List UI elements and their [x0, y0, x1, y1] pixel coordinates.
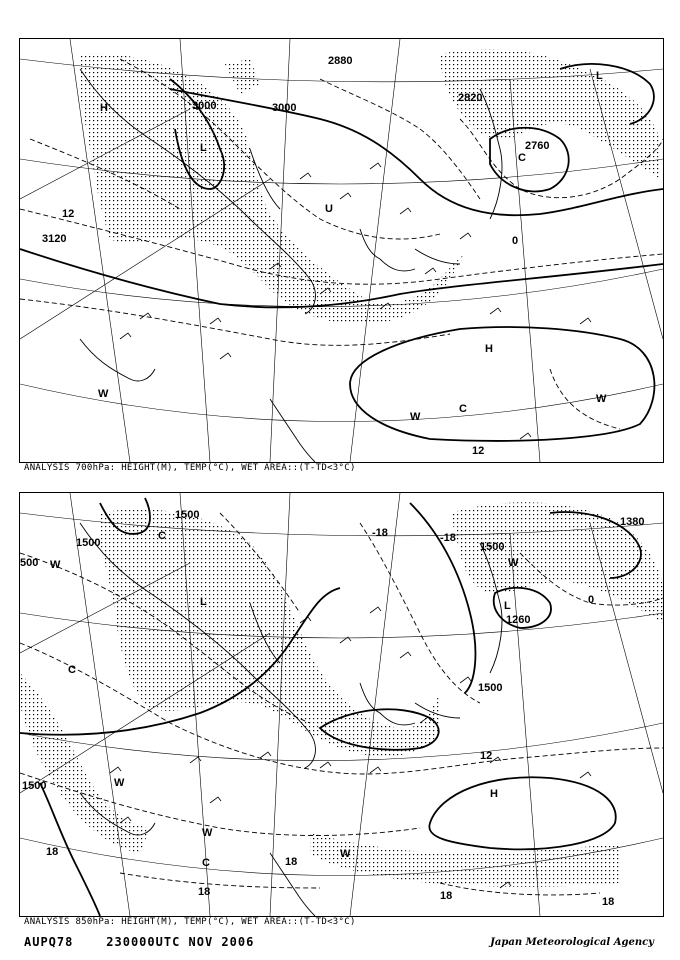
label-l-center: L: [200, 142, 207, 154]
label-12: 12: [480, 750, 493, 762]
label-1380: 1380: [620, 516, 645, 528]
label-1500a: 1500: [175, 509, 200, 521]
map-850hpa-svg: [20, 493, 663, 916]
label-12: 12: [62, 208, 75, 220]
wet-area-stipple: [20, 502, 663, 886]
label-w-ne: W: [508, 557, 519, 569]
label-2760: 2760: [525, 140, 550, 152]
map-panel-700hpa: [19, 38, 664, 463]
label-w-sw: W: [114, 777, 125, 789]
label-l-ne: L: [596, 70, 603, 82]
label-18a: 18: [46, 846, 59, 858]
label-18b: 18: [285, 856, 298, 868]
label-l-north: L: [200, 596, 207, 608]
label-0: 0: [512, 235, 519, 247]
label-1500c: 1500: [480, 541, 505, 553]
label-w-s: W: [202, 827, 213, 839]
label-3000b: 3000: [272, 102, 297, 114]
label-h-pacific: H: [490, 788, 498, 800]
chart-footer: [24, 935, 254, 949]
label-3000a: 3000: [192, 100, 217, 112]
label-18d: 18: [440, 890, 453, 902]
caption-700hpa: ANALYSIS 700hPa: HEIGHT(M), TEMP(°C), WET AREA::(T-TD<3°C): [24, 463, 356, 473]
label-2880: 2880: [328, 55, 353, 67]
label-w-center: W: [340, 848, 351, 860]
label-c-west: C: [68, 664, 76, 676]
map-700hpa-svg: [20, 39, 663, 462]
issue-time: 230000UTC NOV 2006: [106, 935, 255, 949]
label-minus18b: -18: [440, 532, 456, 544]
label-1500b: 1500: [76, 537, 101, 549]
wet-area-stipple: [79, 49, 660, 324]
chart-code: AUPQ78: [24, 935, 74, 949]
label-3120: 3120: [42, 233, 67, 245]
label-c-south: C: [459, 403, 467, 415]
label-18e: 18: [602, 896, 615, 908]
label-w-nw: W: [50, 559, 61, 571]
label-w-west: W: [98, 388, 109, 400]
label-h-pacific: H: [485, 343, 493, 355]
label-18c: 18: [198, 886, 211, 898]
label-500: 500: [20, 557, 39, 569]
label-c-ne: C: [518, 152, 526, 164]
label-1500e: 1500: [22, 780, 47, 792]
label-c-s: C: [202, 857, 210, 869]
label-l-ne: L: [504, 600, 511, 612]
map-panel-850hpa: [19, 492, 664, 917]
label-12b: 12: [472, 445, 485, 457]
label-1500d: 1500: [478, 682, 503, 694]
label-u-center: U: [325, 203, 333, 215]
agency-name: Japan Meteorological Agency: [490, 937, 654, 948]
label-w-se: W: [596, 393, 607, 405]
label-h-nw: H: [100, 102, 108, 114]
label-2820: 2820: [458, 92, 483, 104]
label-w-south: W: [410, 411, 421, 423]
label-minus18a: -18: [372, 527, 388, 539]
label-0: 0: [588, 594, 595, 606]
label-c-nw: C: [158, 530, 166, 542]
label-1260: 1260: [506, 614, 531, 626]
caption-850hpa: ANALYSIS 850hPa: HEIGHT(M), TEMP(°C), WET AREA::(T-TD<3°C): [24, 917, 356, 927]
